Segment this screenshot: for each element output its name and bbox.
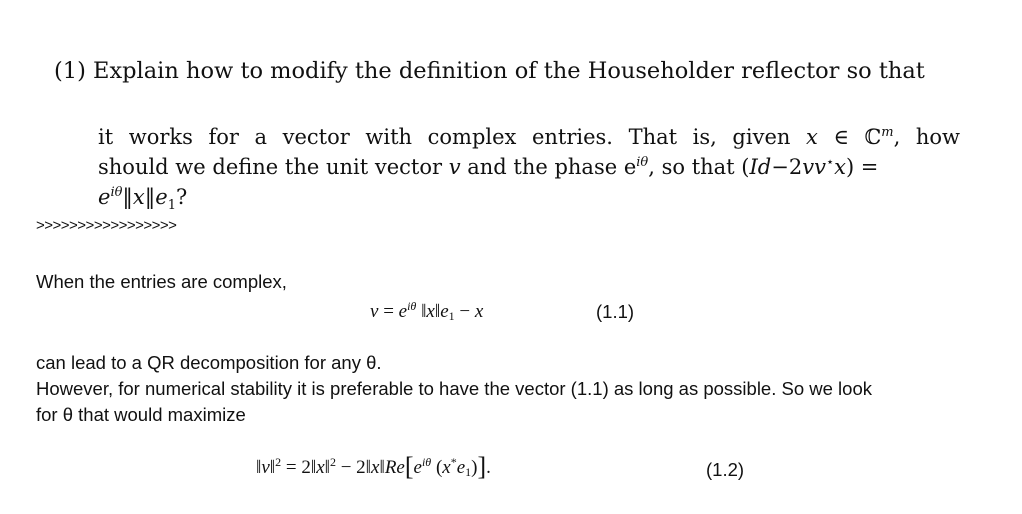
question-complex-set: ∈ ℂ xyxy=(817,125,882,149)
question-var-v: v xyxy=(448,155,461,179)
eq2-paren-open: ( xyxy=(431,457,443,478)
eq2-x3: x xyxy=(442,457,451,478)
eq2-equals-two-norm: = 2‖ xyxy=(281,457,317,478)
eq1-exponent: iθ xyxy=(407,299,417,313)
question-line-1 xyxy=(98,118,960,148)
eq1-sub: 1 xyxy=(448,309,455,323)
question-line-2-text-a: should we define the unit vector xyxy=(98,155,449,179)
question-exponent-m: m xyxy=(881,125,894,140)
question-heading: (1) Explain how to modify the definition of the Householder reflector so that xyxy=(54,58,925,84)
eq1-x2: x xyxy=(474,301,484,322)
eq1-x: x xyxy=(426,301,435,322)
eq2-e1: e xyxy=(456,457,466,478)
question-line-3-norm-open: ‖ xyxy=(122,185,133,209)
equation-1-2-number: (1.2) xyxy=(706,459,745,480)
question-star: ⋆ xyxy=(825,155,835,170)
eq1-norm-close: ‖ xyxy=(434,301,441,322)
question-line-1-text-b: That is, given xyxy=(628,125,806,149)
eq2-exponent: iθ xyxy=(421,455,432,469)
question-line-1-how: , how xyxy=(893,125,960,149)
answer-paragraph xyxy=(36,350,996,428)
question-line-2-text-b: and the phase e xyxy=(460,155,637,179)
question-line-3-x: x xyxy=(132,185,145,209)
eq2-right-bracket: ] xyxy=(477,452,487,481)
eq1-e1: e xyxy=(440,301,449,322)
question-var-x: x xyxy=(805,125,818,149)
question-minus-two: −2 xyxy=(771,155,803,179)
question-phase-exponent: iθ xyxy=(636,155,649,170)
eq2-star: * xyxy=(450,455,457,469)
eq2-square-1: 2 xyxy=(275,455,282,469)
question-line-3-sub: 1 xyxy=(167,198,176,214)
equation-1-1 xyxy=(370,299,483,325)
question-line-3-norm-close: ‖ xyxy=(144,185,156,209)
eq2-norm-v-close: ‖ xyxy=(269,457,276,478)
eq2-left-bracket: [ xyxy=(404,452,414,481)
eq1-e: e xyxy=(398,301,408,322)
equation-1-2 xyxy=(256,452,491,481)
eq2-minus-two-norm: − 2‖ xyxy=(335,457,372,478)
answer-line-a: can lead to a QR decomposition for any θ. xyxy=(36,352,382,373)
equation-1-1-number: (1.1) xyxy=(596,301,635,322)
answer-line-b: However, for numerical stability it is preferable to have the vector (1.1) as long as possible. So we look xyxy=(36,378,872,399)
question-line-2-text-c: , so that ( xyxy=(648,155,750,179)
eq1-norm-open: ‖ xyxy=(416,301,427,322)
question-body xyxy=(98,118,960,214)
answer-intro: When the entries are complex, xyxy=(36,271,287,292)
question-identity: Id xyxy=(749,155,772,179)
eq2-e: e xyxy=(413,457,422,478)
question-line-3-e: e xyxy=(98,185,111,209)
question-var-vv: vv xyxy=(802,155,826,179)
question-line-2-text-e: ) = xyxy=(845,155,879,179)
eq2-x: x xyxy=(316,457,325,478)
question-line-3-qmark: ? xyxy=(175,185,188,209)
eq2-square-2: 2 xyxy=(329,455,336,469)
eq1-equals: = xyxy=(378,301,399,322)
answer-line-c: for θ that would maximize xyxy=(36,404,246,425)
question-line-3-exponent: iθ xyxy=(110,185,123,200)
question-line-3-e1: e xyxy=(155,185,168,209)
eq1-v: v xyxy=(370,301,379,322)
question-var-x2: x xyxy=(834,155,846,179)
question-line-3 xyxy=(98,178,960,214)
eq2-norm-close-2: ‖ xyxy=(379,457,385,478)
eq2-x2: x xyxy=(371,457,380,478)
eq2-sub: 1 xyxy=(465,465,472,479)
eq2-norm-close: ‖ xyxy=(324,457,330,478)
eq2-paren-close: ) xyxy=(471,457,478,478)
eq2-norm-v-open: ‖ xyxy=(256,457,262,478)
eq2-period: . xyxy=(486,457,491,478)
question-line-2 xyxy=(98,148,960,178)
question-line-1-text-a: it works for a vector with complex entries. xyxy=(98,125,613,149)
eq2-re: Re xyxy=(384,457,405,478)
separator-arrows: >>>>>>>>>>>>>>>>> xyxy=(36,217,177,234)
eq1-minus: − xyxy=(454,301,475,322)
eq2-v: v xyxy=(261,457,270,478)
